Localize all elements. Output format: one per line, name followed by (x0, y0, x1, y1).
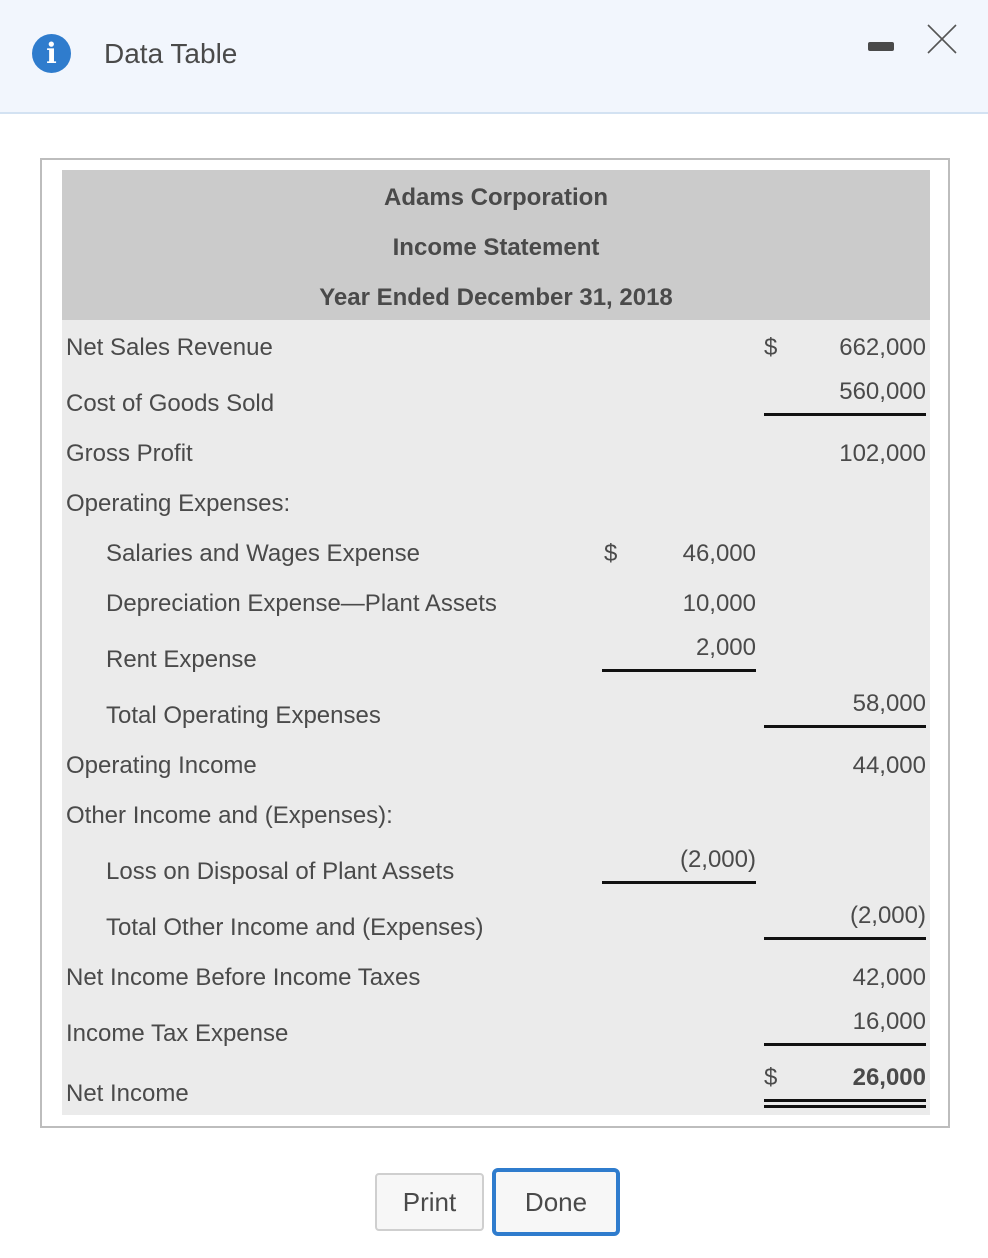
company-name: Adams Corporation (383, 184, 608, 211)
row-value: 560,000 (839, 378, 926, 405)
dialog-title: Data Table (104, 38, 238, 69)
done-button[interactable]: Done (492, 1168, 620, 1236)
currency-symbol: $ (604, 540, 618, 567)
minimize-icon (868, 42, 894, 51)
row-label: Income Tax Expense (66, 1020, 289, 1047)
row-label: Cost of Goods Sold (66, 390, 275, 417)
double-underline-top (764, 1099, 926, 1102)
dialog-titlebar (0, 0, 988, 114)
statement-period: Year Ended December 31, 2018 (319, 284, 673, 311)
row-value: 2,000 (695, 634, 756, 661)
underline (764, 1043, 926, 1046)
row-label: Net Sales Revenue (66, 334, 273, 361)
row-label: Loss on Disposal of Plant Assets (106, 858, 455, 885)
row-value: (2,000) (679, 846, 756, 873)
row-value: 44,000 (852, 752, 926, 779)
double-underline-bottom (764, 1105, 926, 1108)
row-label: Net Income (66, 1080, 189, 1107)
underline (764, 413, 926, 416)
statement-header (62, 170, 930, 320)
row-value: 10,000 (682, 590, 756, 617)
net-income-value: 26,000 (852, 1064, 926, 1091)
row-label: Net Income Before Income Taxes (66, 964, 421, 991)
statement-title: Income Statement (392, 234, 600, 261)
row-label: Operating Income (66, 752, 257, 779)
print-button[interactable]: Print (375, 1173, 484, 1231)
row-label: Depreciation Expense—Plant Assets (106, 590, 497, 617)
row-value: 42,000 (852, 964, 926, 991)
row-label: Rent Expense (106, 646, 257, 673)
close-icon (925, 22, 959, 56)
row-value: 102,000 (839, 440, 926, 467)
row-label: Total Operating Expenses (106, 702, 381, 729)
row-label: Total Other Income and (Expenses) (106, 914, 484, 941)
underline (764, 725, 926, 728)
currency-symbol: $ (764, 334, 778, 361)
row-value: 662,000 (839, 334, 926, 361)
section-label: Operating Expenses: (66, 490, 291, 517)
info-icon: i (32, 34, 71, 73)
currency-symbol: $ (764, 1064, 778, 1091)
underline (602, 881, 756, 884)
underline (602, 669, 756, 672)
income-statement (62, 170, 930, 1115)
minimize-button[interactable] (866, 40, 896, 52)
row-value: (2,000) (849, 902, 926, 929)
close-button[interactable] (925, 22, 959, 56)
row-value: 58,000 (852, 690, 926, 717)
row-value: 46,000 (682, 540, 756, 567)
row-label: Salaries and Wages Expense (106, 540, 420, 567)
section-label: Other Income and (Expenses): (66, 802, 393, 829)
row-value: 16,000 (852, 1008, 926, 1035)
row-label: Gross Profit (66, 440, 193, 467)
underline (764, 937, 926, 940)
